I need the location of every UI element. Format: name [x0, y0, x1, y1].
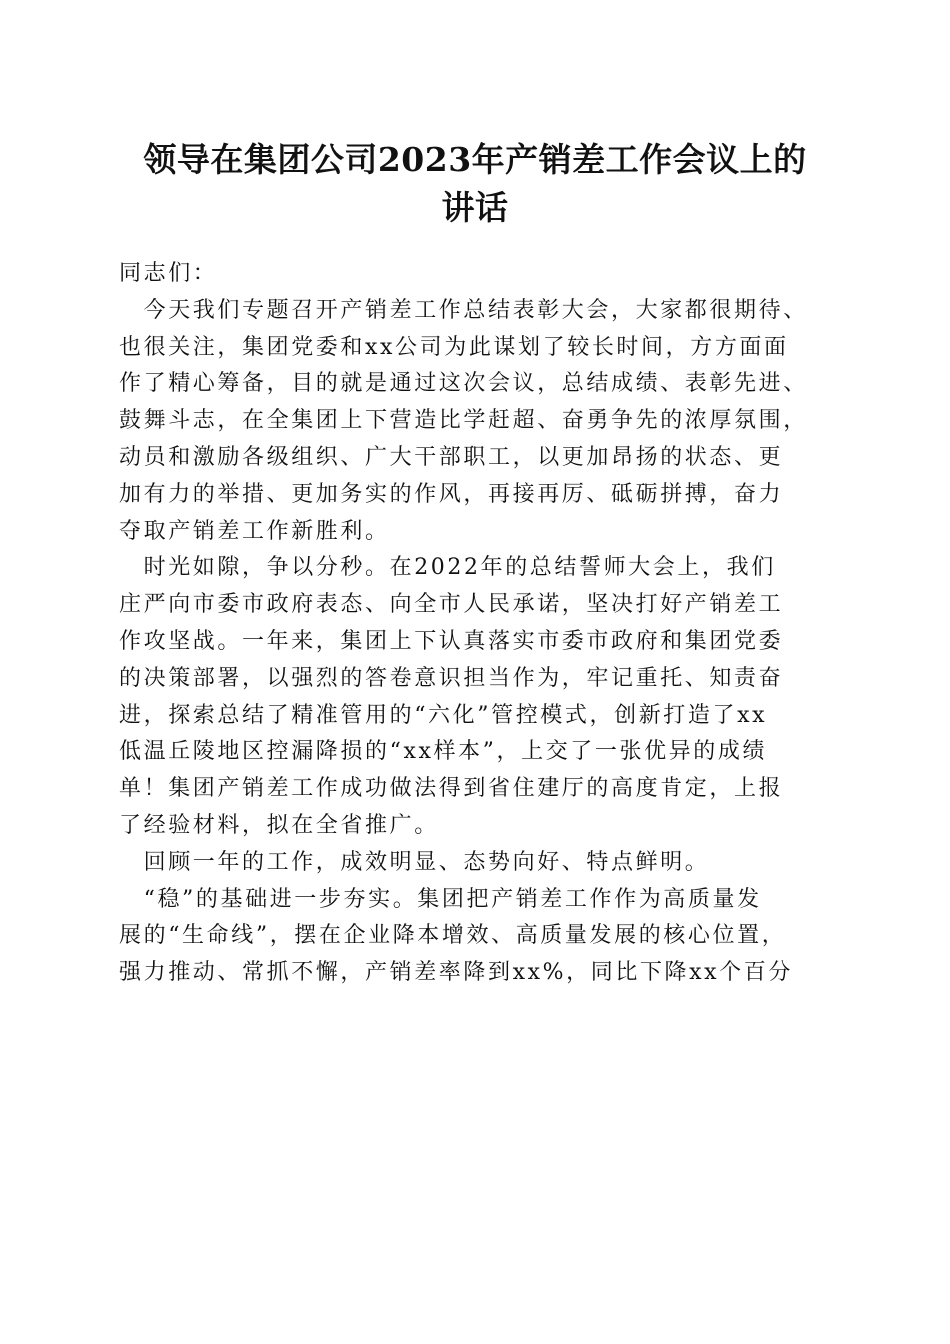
salutation: 同志们：	[119, 261, 218, 286]
body-line: 回顾一年的工作，成效明显、态势向好、特点鲜明。	[119, 849, 710, 875]
title-line-2: 讲话	[441, 188, 509, 227]
document-title	[100, 136, 850, 232]
document-body	[119, 256, 833, 992]
body-line: 了经验材料，拟在全省推广。	[119, 812, 439, 838]
body-line: 今天我们专题召开产销差工作总结表彰大会，大家都很期待、	[119, 297, 808, 323]
body-line: 低温丘陵地区控漏降损的“xx样本”，上交了一张优异的成绩	[119, 739, 768, 765]
body-line: 庄严向市委市政府表态、向全市人民承诺，坚决打好产销差工	[119, 592, 784, 618]
body-line: “稳”的基础进一步夯实。集团把产销差工作作为高质量发	[119, 886, 762, 912]
title-line-1: 领导在集团公司2023年产销差工作会议上的	[143, 140, 807, 179]
body-line: 的决策部署，以强烈的答卷意识担当作为，牢记重托、知责奋	[119, 665, 784, 691]
body-line: 时光如隙，争以分秒。在2022年的总结誓师大会上，我们	[119, 555, 776, 581]
body-line: 也很关注，集团党委和xx公司为此谋划了较长时间，方方面面	[119, 334, 789, 360]
body-line: 动员和激励各级组织、广大干部职工，以更加昂扬的状态、更	[119, 444, 784, 470]
body-line: 加有力的举措、更加务实的作风，再接再厉、砥砺拼搏，奋力	[119, 481, 784, 507]
body-line: 强力推动、常抓不懈，产销差率降到xx%，同比下降xx个百分	[119, 960, 793, 986]
body-line: 作攻坚战。一年来，集团上下认真落实市委市政府和集团党委	[119, 628, 784, 654]
body-line: 作了精心筹备，目的就是通过这次会议，总结成绩、表彰先进、	[119, 371, 808, 397]
body-line: 夺取产销差工作新胜利。	[119, 518, 390, 544]
body-line: 鼓舞斗志，在全集团上下营造比学赶超、奋勇争先的浓厚氛围，	[119, 408, 808, 434]
body-line: 进，探索总结了精准管用的“六化”管控模式，创新打造了xx	[119, 702, 768, 728]
body-line: 单！集团产销差工作成功做法得到省住建厅的高度肯定，上报	[119, 776, 784, 802]
body-line: 展的“生命线”，摆在企业降本增效、高质量发展的核心位置，	[119, 923, 787, 949]
